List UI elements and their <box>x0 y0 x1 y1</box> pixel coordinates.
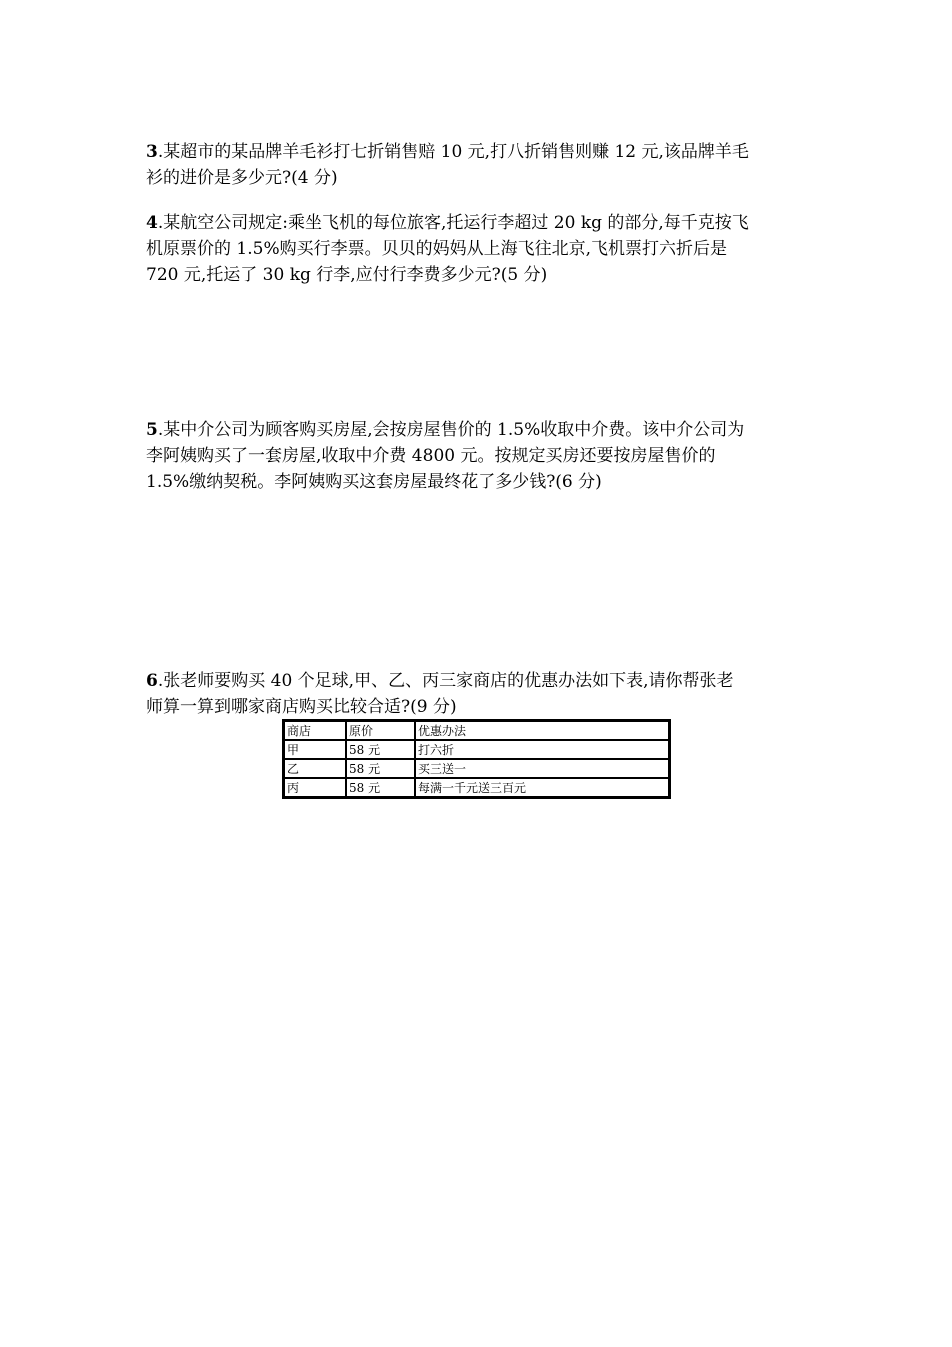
table-cell-price: 58 元 <box>346 740 415 759</box>
question-5-line-1 <box>146 417 816 443</box>
table-cell-price: 58 元 <box>346 778 415 798</box>
question-4 <box>146 210 816 288</box>
question-4-text-2: 机原票价的 1.5%购买行李票。贝贝的妈妈从上海飞往北京,飞机票打六折后是 <box>146 239 727 259</box>
table-cell-store: 乙 <box>284 759 347 778</box>
table-cell-store: 甲 <box>284 740 347 759</box>
question-6-text-2: 师算一算到哪家商店购买比较合适?(9 分) <box>146 697 457 717</box>
table-header-cell: 优惠办法 <box>415 721 670 741</box>
question-6-number: 6 <box>146 671 158 691</box>
table-row <box>284 778 670 798</box>
question-4-text-3: 720 元,托运了 30 kg 行李,应付行李费多少元?(5 分) <box>146 265 548 285</box>
question-5-text-2: 李阿姨购买了一套房屋,收取中介费 4800 元。按规定买房还要按房屋售价的 <box>146 446 716 466</box>
table-cell-offer: 买三送一 <box>415 759 670 778</box>
table-row <box>284 759 670 778</box>
question-4-text-1: .某航空公司规定:乘坐飞机的每位旅客,托运行李超过 20 kg 的部分,每千克按飞 <box>157 213 749 233</box>
table-cell-store: 丙 <box>284 778 347 798</box>
question-5-number: 5 <box>146 420 158 440</box>
table-header-cell: 原价 <box>346 721 415 741</box>
question-3 <box>146 139 816 191</box>
table-cell-offer: 打六折 <box>415 740 670 759</box>
discount-table <box>282 719 671 799</box>
question-6-text-1: .张老师要购买 40 个足球,甲、乙、丙三家商店的优惠办法如下表,请你帮张老 <box>157 671 734 691</box>
table-cell-price: 58 元 <box>346 759 415 778</box>
question-3-text-2: 衫的进价是多少元?(4 分) <box>146 168 338 188</box>
question-3-line-1 <box>146 139 816 165</box>
question-4-line-1 <box>146 210 816 236</box>
question-3-text-1: .某超市的某品牌羊毛衫打七折销售赔 10 元,打八折销售则赚 12 元,该品牌羊毛 <box>157 142 749 162</box>
question-4-number: 4 <box>146 213 158 233</box>
table-row <box>284 740 670 759</box>
question-6-line-1 <box>146 668 816 694</box>
table-header-row <box>284 721 670 741</box>
question-5-text-1: .某中介公司为顾客购买房屋,会按房屋售价的 1.5%收取中介费。该中介公司为 <box>157 420 745 440</box>
table-cell-offer: 每满一千元送三百元 <box>415 778 670 798</box>
question-5-text-3: 1.5%缴纳契税。李阿姨购买这套房屋最终花了多少钱?(6 分) <box>146 472 602 492</box>
table-header-cell: 商店 <box>284 721 347 741</box>
question-5 <box>146 417 816 495</box>
question-3-number: 3 <box>146 142 158 162</box>
question-6 <box>146 668 816 720</box>
